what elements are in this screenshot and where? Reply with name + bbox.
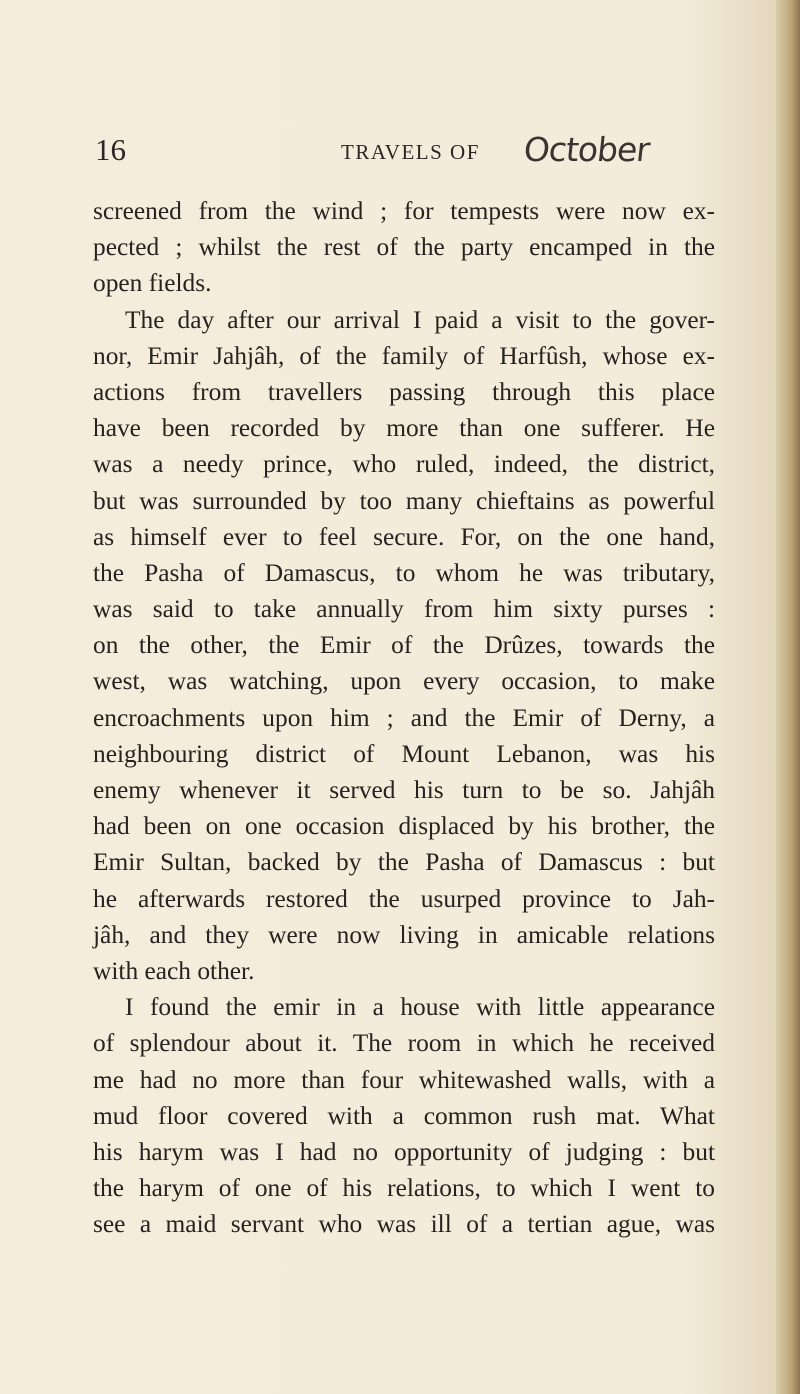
- text-line: nor, Emir Jahjâh, of the family of Harfûsh, whose ex-: [93, 341, 715, 370]
- text-line: he afterwards restored the usurped province to Jah-: [93, 884, 715, 913]
- page-edge: [776, 0, 800, 1394]
- text-line: but was surrounded by too many chieftains as powerful: [93, 486, 715, 515]
- text-line: jâh, and they were now living in amicable relations: [93, 920, 715, 949]
- text-line: actions from travellers passing through this place: [93, 377, 715, 406]
- text-line: have been recorded by more than one sufferer. He: [93, 414, 715, 443]
- text-line: see a maid servant who was ill of a tertian ague, was: [93, 1210, 715, 1239]
- page-header: [95, 130, 735, 170]
- text-line: west, was watching, upon every occasion, to make: [93, 667, 715, 696]
- text-line: was said to take annually from him sixty purses :: [93, 595, 715, 624]
- text-line: the harym of one of his relations, to which I went to: [93, 1174, 715, 1203]
- text-line: screened from the wind ; for tempests were now ex-: [93, 197, 715, 225]
- handwritten-annotation: October: [521, 130, 652, 169]
- text-line: encroachments upon him ; and the Emir of Derny, a: [93, 703, 715, 732]
- text-line: Emir Sultan, backed by the Pasha of Damascus : but: [93, 848, 715, 877]
- text-line: as himself ever to feel secure. For, on the one hand,: [93, 522, 715, 551]
- text-line: open fields.: [93, 269, 212, 298]
- text-line: was a needy prince, who ruled, indeed, the district,: [93, 450, 715, 479]
- text-line: me had no more than four whitewashed walls, with a: [93, 1065, 715, 1094]
- text-line: enemy whenever it served his turn to be so. Jahjâh: [93, 776, 715, 804]
- body-text: [93, 193, 715, 1242]
- text-line: with each other.: [93, 956, 255, 985]
- text-line: the Pasha of Damascus, to whom he was tributary,: [93, 558, 715, 587]
- text-line: of splendour about it. The room in which he received: [93, 1029, 715, 1058]
- text-line: The day after our arrival I paid a visit to the gover-: [125, 305, 715, 334]
- text-line: mud floor covered with a common rush mat. What: [93, 1101, 715, 1130]
- text-line: on the other, the Emir of the Drûzes, towards the: [93, 631, 715, 660]
- text-line: neighbouring district of Mount Lebanon, was his: [93, 739, 715, 768]
- text-line: his harym was I had no opportunity of judging : but: [93, 1137, 715, 1166]
- page-number: 16: [95, 132, 126, 167]
- running-head: TRAVELS OF: [341, 140, 480, 164]
- text-line: had been on one occasion displaced by his brother, the: [93, 812, 715, 841]
- text-line: pected ; whilst the rest of the party encamped in the: [93, 233, 715, 262]
- text-line: I found the emir in a house with little appearance: [125, 993, 715, 1022]
